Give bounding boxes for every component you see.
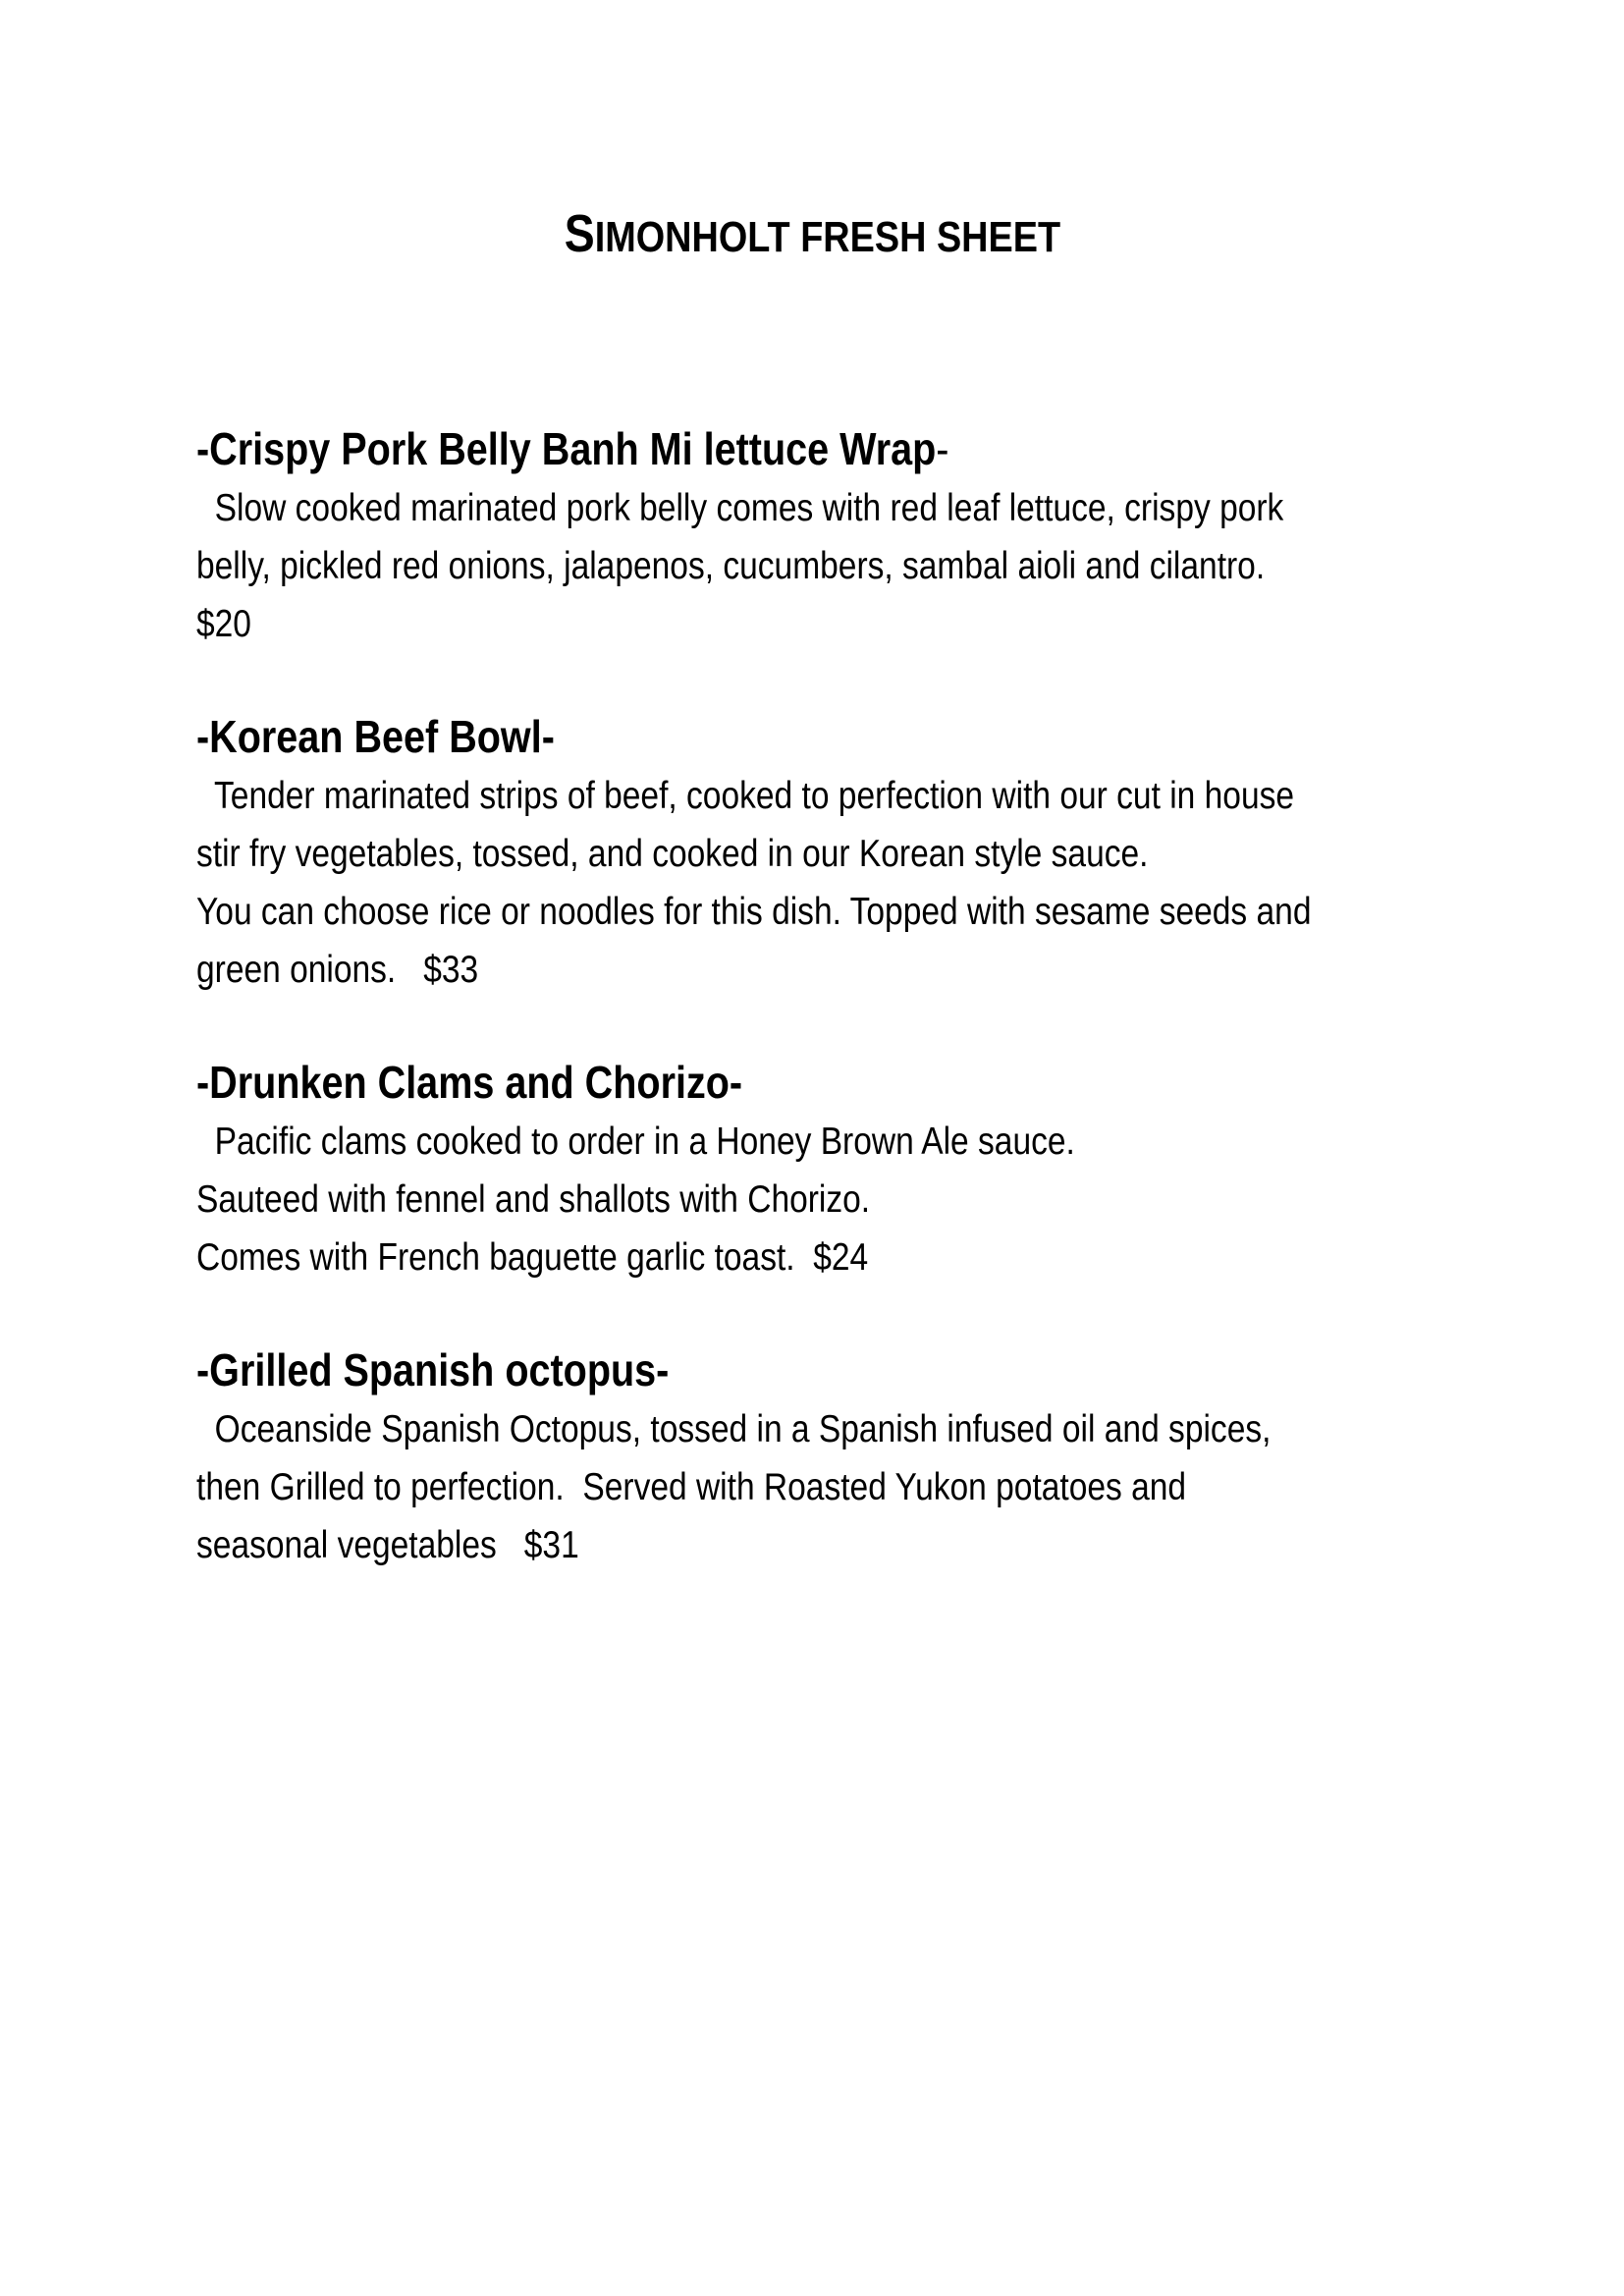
- description-line: You can choose rice or noodles for this dish. Topped with sesame seeds and: [196, 891, 1312, 933]
- menu-item: [196, 1339, 1473, 1574]
- description-line: Comes with French baguette garlic toast. $24: [196, 1236, 869, 1279]
- description-line: Slow cooked marinated pork belly comes with red leaf lettuce, crispy pork: [196, 487, 1284, 529]
- title-first-letter: S: [564, 204, 595, 263]
- menu-item-name: [196, 706, 1294, 767]
- description-line: then Grilled to perfection. Served with Roasted Yukon potatoes and: [196, 1466, 1187, 1508]
- menu-item-price: $20: [196, 603, 251, 645]
- description-line: stir fry vegetables, tossed, and cooked in our Korean style sauce.: [196, 833, 1149, 875]
- description-line: Oceanside Spanish Octopus, tossed in a Spanish infused oil and spices,: [196, 1408, 1272, 1450]
- page-title: [114, 204, 1510, 267]
- menu-item-name-text: -Crispy Pork Belly Banh Mi lettuce Wrap: [196, 423, 937, 474]
- description-line: green onions. $33: [196, 949, 479, 991]
- menu-item-name: [196, 1052, 1294, 1113]
- menu-item-name: [196, 1339, 1294, 1400]
- menu-list: [196, 418, 1473, 1627]
- menu-item-name-trail: -: [936, 423, 949, 474]
- description-line: belly, pickled red onions, jalapenos, cucumbers, sambal aioli and cilantro.: [196, 545, 1266, 587]
- description-line: Tender marinated strips of beef, cooked to perfection with our cut in house: [196, 775, 1295, 817]
- menu-item-description: [196, 479, 1294, 653]
- menu-item-name-text: -Drunken Clams and Chorizo-: [196, 1057, 743, 1108]
- description-line: Sauteed with fennel and shallots with Chorizo.: [196, 1178, 871, 1221]
- menu-item-name-text: -Korean Beef Bowl-: [196, 711, 555, 762]
- menu-item-name-text: -Grilled Spanish octopus-: [196, 1344, 670, 1395]
- menu-item: [196, 1052, 1473, 1286]
- menu-item: [196, 418, 1473, 653]
- title-rest: IMONHOLT FRESH SHEET: [594, 213, 1061, 261]
- description-line: Pacific clams cooked to order in a Honey Brown Ale sauce.: [196, 1121, 1075, 1163]
- menu-item-description: [196, 1400, 1294, 1574]
- description-line: seasonal vegetables $31: [196, 1524, 579, 1566]
- menu-item-name: [196, 418, 1294, 479]
- menu-item: [196, 706, 1473, 999]
- menu-item-description: [196, 1113, 1294, 1286]
- menu-item-description: [196, 767, 1312, 999]
